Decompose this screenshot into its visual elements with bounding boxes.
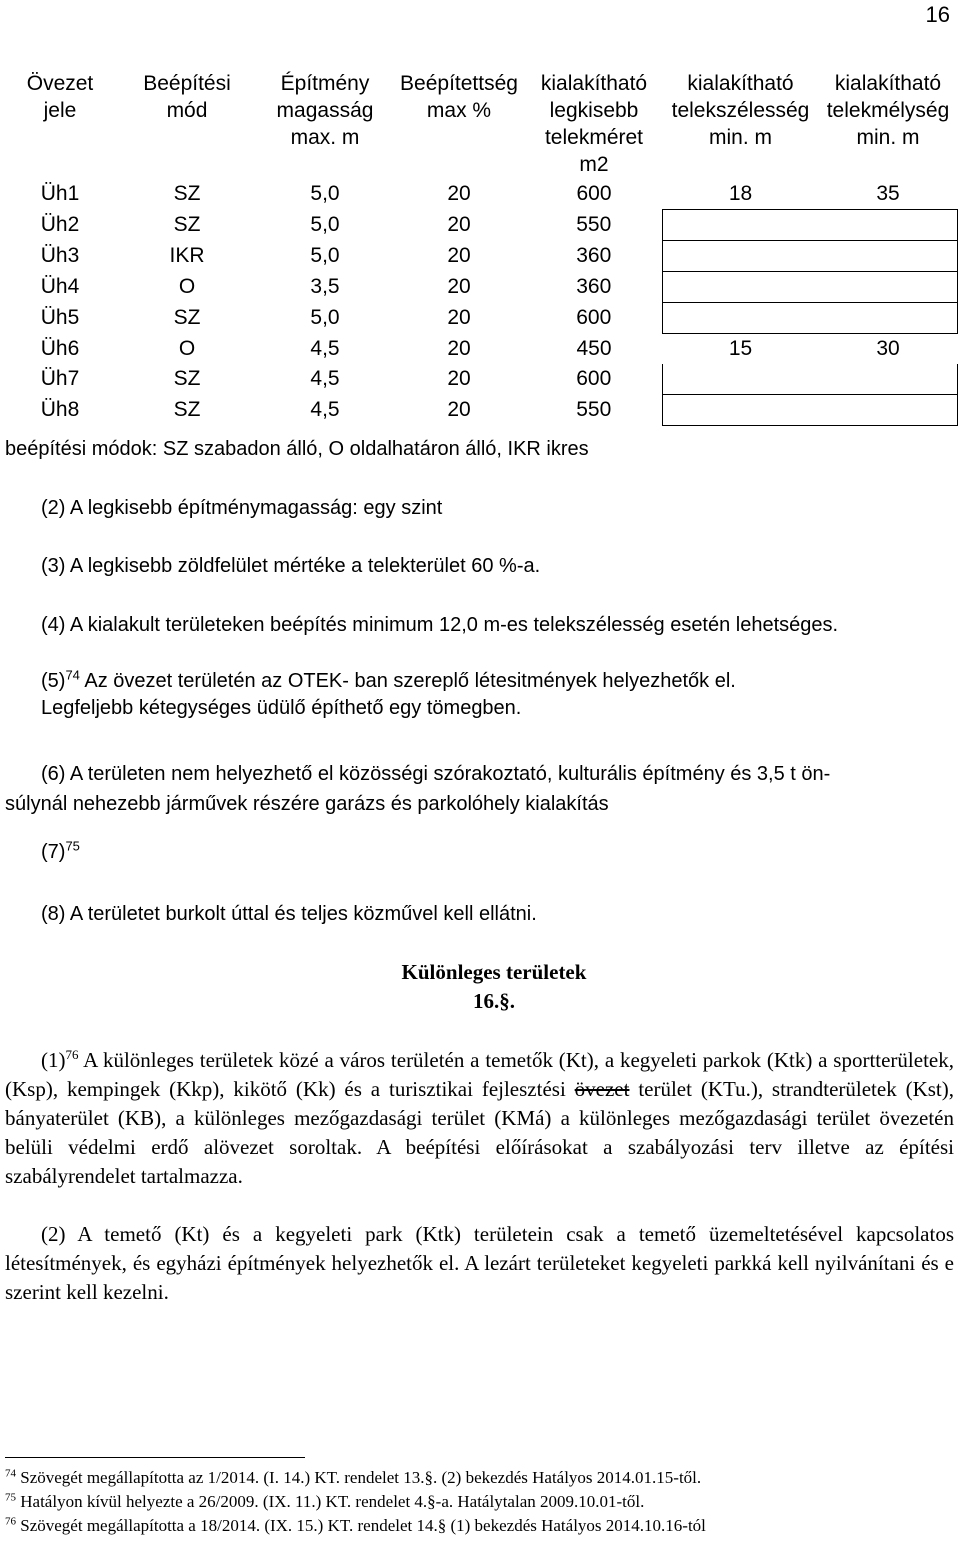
table-cell: Üh4 (40, 274, 80, 298)
column-header-2 (258, 70, 392, 179)
column-header-1 (116, 70, 258, 179)
footnote-76 (5, 1514, 955, 1538)
paragraph-5-number: (5) (41, 670, 66, 692)
footnote-74 (5, 1466, 955, 1490)
column-header-line: kialakítható (687, 72, 794, 95)
column-header-line: min. m (709, 126, 772, 149)
table-cell: SZ (173, 182, 201, 205)
column-header-line: Beépítési (143, 72, 231, 95)
special-paragraph-1-number: (1) (41, 1048, 66, 1072)
table-cell: 600 (576, 367, 612, 390)
table-cell: 450 (576, 336, 612, 360)
table-cell: SZ (173, 397, 201, 421)
table-cell: 35 (876, 182, 900, 205)
table-cell: 20 (447, 305, 471, 329)
table-cell: 20 (447, 397, 471, 421)
footnote-text: Szövegét megállapította a 18/2014. (IX. 15.) KT. rendelet 14.§ (1) bekezdés Hatályos 2014.10.16-tól (16, 1516, 706, 1535)
paragraph-6 (5, 759, 954, 819)
table-row (4, 179, 957, 210)
special-paragraph-1 (5, 1046, 954, 1191)
column-header-line: max % (426, 99, 492, 122)
column-header-line: telekszélesség (671, 99, 810, 122)
page-number: 16 (925, 2, 950, 27)
table-cell (662, 272, 957, 303)
table-cell: IKR (169, 243, 205, 267)
table-cell: 20 (447, 367, 471, 390)
column-header-line: telekméret (544, 126, 644, 149)
table-cell: 20 (447, 212, 471, 236)
table-cell: 4,5 (310, 367, 340, 390)
table-cell: 600 (576, 305, 612, 329)
column-header-line: Övezet (26, 72, 94, 95)
column-header-line: mód (166, 99, 208, 122)
table-cell: 360 (576, 243, 612, 267)
table-header (4, 70, 957, 179)
column-header-5 (662, 70, 819, 179)
column-header-line: kialakítható (834, 72, 942, 95)
table-cell: 20 (447, 274, 471, 298)
table-cell: Üh6 (40, 336, 80, 360)
table-cell: 3,5 (310, 274, 340, 298)
table-cell (662, 395, 957, 426)
footnote-ref-74[interactable]: 74 (65, 667, 80, 683)
footnote-number: 76 (5, 1515, 16, 1528)
column-header-line: Építmény (280, 72, 370, 95)
table-cell: 360 (576, 274, 612, 298)
building-modes-note: beépítési módok: SZ szabadon álló, O oldalhatáron álló, IKR ikres (5, 438, 589, 460)
column-header-line: kialakítható (540, 72, 648, 95)
paragraph-6-line1: (6) A területen nem helyezhető el közösségi szórakoztató, kulturális építmény és 3,5 t ön- (41, 763, 831, 785)
table-cell: 600 (576, 182, 612, 205)
table-cell: O (178, 274, 196, 298)
table-row (4, 241, 957, 272)
table-cell (662, 210, 957, 241)
column-header-line: min. m (856, 126, 920, 149)
column-header-0 (4, 70, 116, 179)
column-header-line: jele (43, 99, 77, 122)
footnote-text: Szövegét megállapította az 1/2014. (I. 14.) KT. rendelet 13.§. (2) bekezdés Hatályos 2014.01.15-től. (16, 1468, 702, 1487)
table-cell: SZ (173, 212, 201, 236)
section-number: 16.§. (473, 989, 515, 1013)
table-cell: 5,0 (310, 212, 340, 236)
table-cell: 4,5 (310, 397, 340, 421)
paragraph-5 (41, 668, 954, 722)
column-header-line: m2 (579, 153, 609, 176)
table-cell: SZ (173, 305, 201, 329)
table-cell: Üh2 (40, 212, 80, 236)
paragraph-3: (3) A legkisebb zöldfelület mértéke a telekterület 60 %-a. (41, 555, 541, 577)
table-cell (662, 364, 957, 395)
column-header-6 (819, 70, 957, 179)
struck-word: övezet (574, 1077, 630, 1101)
table-row (4, 303, 957, 334)
table-row (4, 364, 957, 395)
column-header-line: Beépítettség (400, 72, 518, 95)
column-header-3 (392, 70, 526, 179)
special-paragraph-2: (2) A temető (Kt) és a kegyeleti park (Ktk) területein csak a temető üzemeltetésével kapcsolatos létesítmények, és egyházi építmények helyezhetők el. A lezárt területeket kegyeleti parkká kell nyilvánítani és e szerint kell kezelni. (5, 1222, 954, 1304)
footnote-75 (5, 1490, 955, 1514)
zoning-table (4, 70, 958, 426)
table-row (4, 395, 957, 426)
table-cell: SZ (173, 367, 201, 390)
table-row (4, 334, 957, 365)
table-cell: Üh1 (40, 182, 80, 205)
paragraph-7-number: (7) (41, 841, 66, 863)
paragraph-8: (8) A területet burkolt úttal és teljes közművel kell ellátni. (41, 903, 537, 925)
footnote-ref-76[interactable]: 76 (65, 1047, 79, 1062)
column-header-line: legkisebb (549, 99, 639, 122)
table-cell: Üh3 (40, 243, 80, 267)
footnote-number: 74 (5, 1467, 16, 1480)
table-cell: 30 (876, 337, 900, 360)
table-row (4, 272, 957, 303)
footnote-number: 75 (5, 1491, 16, 1504)
table-cell: 15 (728, 337, 753, 360)
table-cell: 18 (728, 182, 753, 205)
footnotes (5, 1466, 955, 1538)
table-cell: 5,0 (310, 182, 340, 205)
footnote-ref-75[interactable]: 75 (65, 838, 80, 854)
table-cell: Üh5 (40, 305, 80, 329)
table-cell: 20 (447, 243, 471, 267)
paragraph-5-line1: Az övezet területén az OTEK- ban szereplő létesitmények helyezhetők el. (79, 670, 736, 692)
table-cell: 550 (576, 212, 612, 236)
table-cell: Üh8 (40, 397, 80, 421)
table-row (4, 210, 957, 241)
table-cell: 20 (447, 336, 471, 360)
table-cell (662, 241, 957, 272)
column-header-line: telekmélység (826, 99, 950, 122)
column-header-line: magasság (276, 99, 374, 122)
table-cell: 20 (447, 182, 471, 205)
table-body (4, 179, 957, 426)
paragraph-2: (2) A legkisebb építménymagasság: egy szint (41, 497, 443, 519)
table-cell: 550 (576, 397, 612, 421)
footnote-separator (5, 1457, 305, 1458)
special-paragraph-1-text-b: terület (KTu.), strandterületek (Kst), bányaterület (KB), a különleges mezőgazdasági terület (KMá) a különleges mezőgazdasági terület övezetén belüli védelmi erdő alövezet soroltak. A beépítési előírásokat a szabályozási terv illetve az építési szabályrendelet tartalmazza. (5, 1077, 954, 1188)
table-cell: O (178, 336, 196, 360)
footnote-text: Hatályon kívül helyezte a 26/2009. (IX. 11.) KT. rendelet 4.§-a. Hatálytalan 2009.10.01-től. (16, 1492, 645, 1511)
paragraph-6-line2: súlynál nehezebb járművek részére garázs és parkolóhely kialakítás (5, 793, 609, 815)
column-header-4 (526, 70, 662, 179)
section-title: Különleges területek (401, 960, 587, 984)
paragraph-4: (4) A kialakult területeken beépítés minimum 12,0 m-es telekszélesség esetén lehetséges. (41, 614, 839, 636)
table-cell: 4,5 (310, 336, 340, 360)
paragraph-5-line2: Legfeljebb kétegységes üdülő építhető egy tömegben. (41, 697, 522, 719)
table-cell: Üh7 (40, 367, 80, 390)
special-paragraph-1-text-a: A különleges területek közé a város területén a temetők (Kt), a kegyeleti parkok (Ktk) a sportterületek, (Ksp), kempingek (Kkp), kikötő (Kk) és a turisztikai fejlesztési (5, 1048, 954, 1101)
table-cell: 5,0 (310, 305, 340, 329)
column-header-line: max. m (290, 126, 360, 149)
table-cell (662, 303, 957, 334)
paragraph-7 (41, 840, 954, 864)
table-cell: 5,0 (310, 243, 340, 267)
